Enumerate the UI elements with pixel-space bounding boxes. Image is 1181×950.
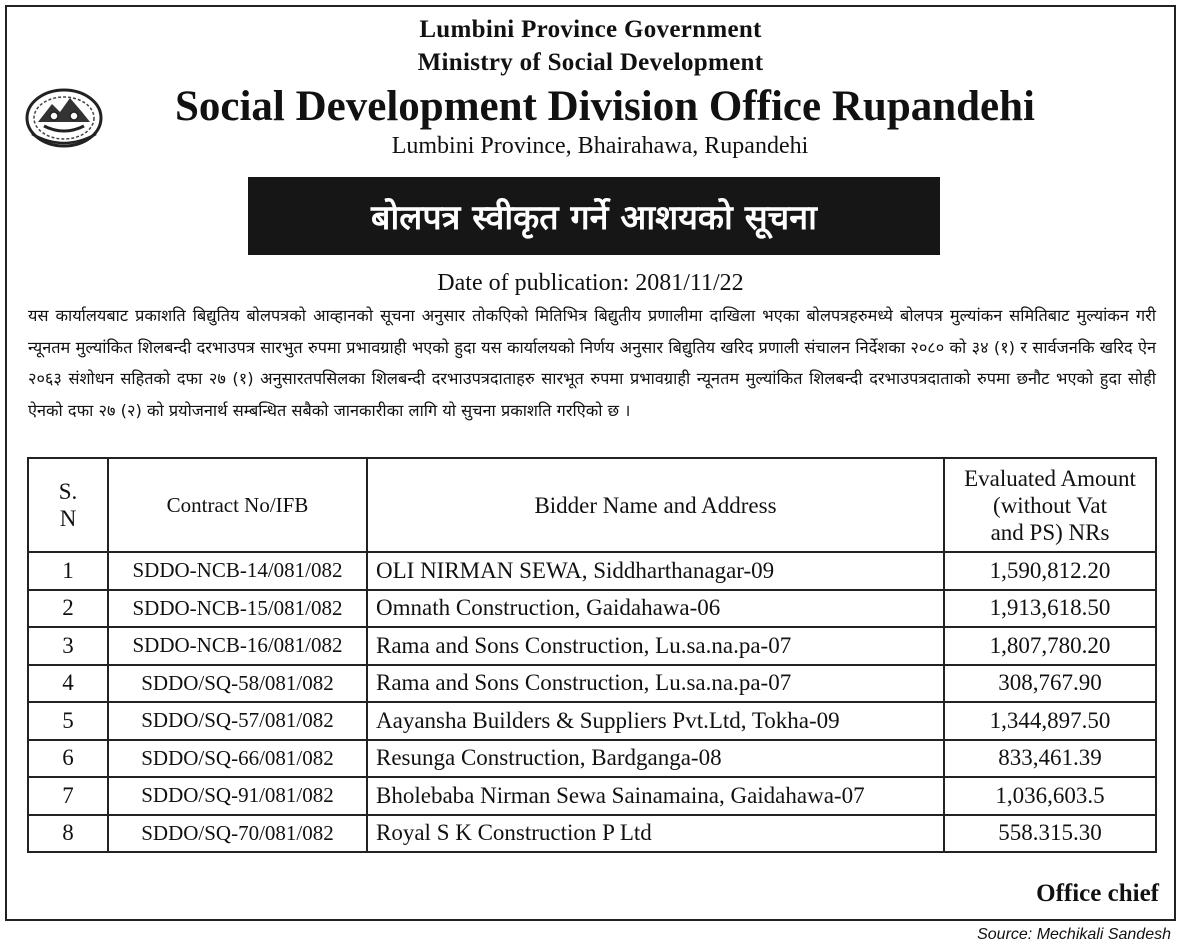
header-sn-line1: S. bbox=[58, 479, 78, 504]
row-contract: SDDO/SQ-66/081/082 bbox=[108, 740, 367, 778]
row-amount: 833,461.39 bbox=[944, 740, 1156, 778]
row-sn: 2 bbox=[28, 590, 108, 628]
source-credit: Source: Mechikali Sandesh bbox=[977, 926, 1171, 943]
table-row bbox=[28, 627, 1156, 665]
table-row bbox=[28, 740, 1156, 778]
row-amount: 308,767.90 bbox=[944, 665, 1156, 703]
header-amount-line2: (without Vat bbox=[993, 492, 1107, 518]
row-sn: 1 bbox=[28, 552, 108, 590]
header-amount-line3: and PS) NRs bbox=[990, 519, 1110, 545]
row-contract: SDDO/SQ-91/081/082 bbox=[108, 777, 367, 815]
row-amount: 558.315.30 bbox=[944, 815, 1156, 853]
notice-body: यस कार्यालयबाट प्रकाशति बिद्युतिय बोलपत्रको आव्हानको सूचना अनुसार तोकएिको मितिभित्र बिद्युतीय प्रणालीमा दाखिला भएका बोलपत्रहरुमध्ये बोलपत्र मुल्यांकन समितिबाट मुल्यांकन गरी न्यूनतम मुल्यांकित शिलबन्दी दरभाउपत्र सारभुत रुपमा प्रभावग्राही भएको हुदा यस कार्यालयको निर्णय अनुसार बिद्युतिय खरिद प्रणाली संचालन निर्देशका २०८० को ३४ (१) र सार्वजनकि खरिद ऐन २०६३ संशोधन सहितको दफा २७ (१) अनुसारतपसिलका शिलबन्दी दरभाउपत्रदाताहरु सारभूत रुपमा प्रभावग्राही न्यूनतम मुल्यांकित शिलबन्दी दरभाउपत्रदाताको रुपमा छनौट भएको हुदा सोही ऐनको दफा २७ (२) को प्रयोजनार्थ सम्बन्धित सबैको जानकारीका लागि यो सुचना प्रकाशति गरएिको छ । bbox=[28, 306, 1156, 420]
header-amount-line1: Evaluated Amount bbox=[964, 465, 1136, 491]
row-contract: SDDO-NCB-14/081/082 bbox=[108, 552, 367, 590]
row-sn: 4 bbox=[28, 665, 108, 703]
row-amount: 1,807,780.20 bbox=[944, 627, 1156, 665]
header-sn bbox=[28, 458, 108, 552]
row-bidder: Rama and Sons Construction, Lu.sa.na.pa-07 bbox=[367, 627, 944, 665]
table-row bbox=[28, 702, 1156, 740]
row-amount: 1,344,897.50 bbox=[944, 702, 1156, 740]
row-bidder: Royal S K Construction P Ltd bbox=[367, 815, 944, 853]
header-amount bbox=[944, 458, 1156, 552]
government-name: Lumbini Province Government bbox=[419, 16, 762, 43]
table-row bbox=[28, 815, 1156, 853]
row-bidder: Aayansha Builders & Suppliers Pvt.Ltd, Tokha-09 bbox=[367, 702, 944, 740]
table-row bbox=[28, 665, 1156, 703]
row-contract: SDDO/SQ-70/081/082 bbox=[108, 815, 367, 853]
row-bidder: OLI NIRMAN SEWA, Siddharthanagar-09 bbox=[367, 552, 944, 590]
table-row bbox=[28, 590, 1156, 628]
notice-title: बोलपत्र स्वीकृत गर्ने आशयको सूचना bbox=[248, 177, 940, 255]
publication-date: Date of publication: 2081/11/22 bbox=[437, 270, 744, 296]
row-contract: SDDO-NCB-16/081/082 bbox=[108, 627, 367, 665]
row-bidder: Bholebaba Nirman Sewa Sainamaina, Gaidahawa-07 bbox=[367, 777, 944, 815]
row-sn: 5 bbox=[28, 702, 108, 740]
row-sn: 7 bbox=[28, 777, 108, 815]
office-address: Lumbini Province, Bhairahawa, Rupandehi bbox=[391, 133, 809, 159]
header-contract: Contract No/IFB bbox=[108, 458, 367, 552]
ministry-name: Ministry of Social Development bbox=[417, 49, 764, 76]
row-bidder: Omnath Construction, Gaidahawa-06 bbox=[367, 590, 944, 628]
row-contract: SDDO-NCB-15/081/082 bbox=[108, 590, 367, 628]
row-sn: 3 bbox=[28, 627, 108, 665]
table-header-row bbox=[28, 458, 1156, 552]
nepal-emblem-icon bbox=[24, 82, 104, 150]
signature-office-chief: Office chief bbox=[1036, 880, 1159, 907]
row-amount: 1,913,618.50 bbox=[944, 590, 1156, 628]
office-name: Social Development Division Office Rupandehi bbox=[174, 83, 1036, 130]
row-sn: 6 bbox=[28, 740, 108, 778]
row-amount: 1,036,603.5 bbox=[944, 777, 1156, 815]
row-sn: 8 bbox=[28, 815, 108, 853]
row-bidder: Rama and Sons Construction, Lu.sa.na.pa-07 bbox=[367, 665, 944, 703]
bids-table bbox=[27, 457, 1157, 853]
row-contract: SDDO/SQ-57/081/082 bbox=[108, 702, 367, 740]
table-row bbox=[28, 552, 1156, 590]
row-amount: 1,590,812.20 bbox=[944, 552, 1156, 590]
row-contract: SDDO/SQ-58/081/082 bbox=[108, 665, 367, 703]
header-bidder: Bidder Name and Address bbox=[367, 458, 944, 552]
table-row bbox=[28, 777, 1156, 815]
header-sn-line2: N bbox=[59, 506, 77, 531]
row-bidder: Resunga Construction, Bardganga-08 bbox=[367, 740, 944, 778]
